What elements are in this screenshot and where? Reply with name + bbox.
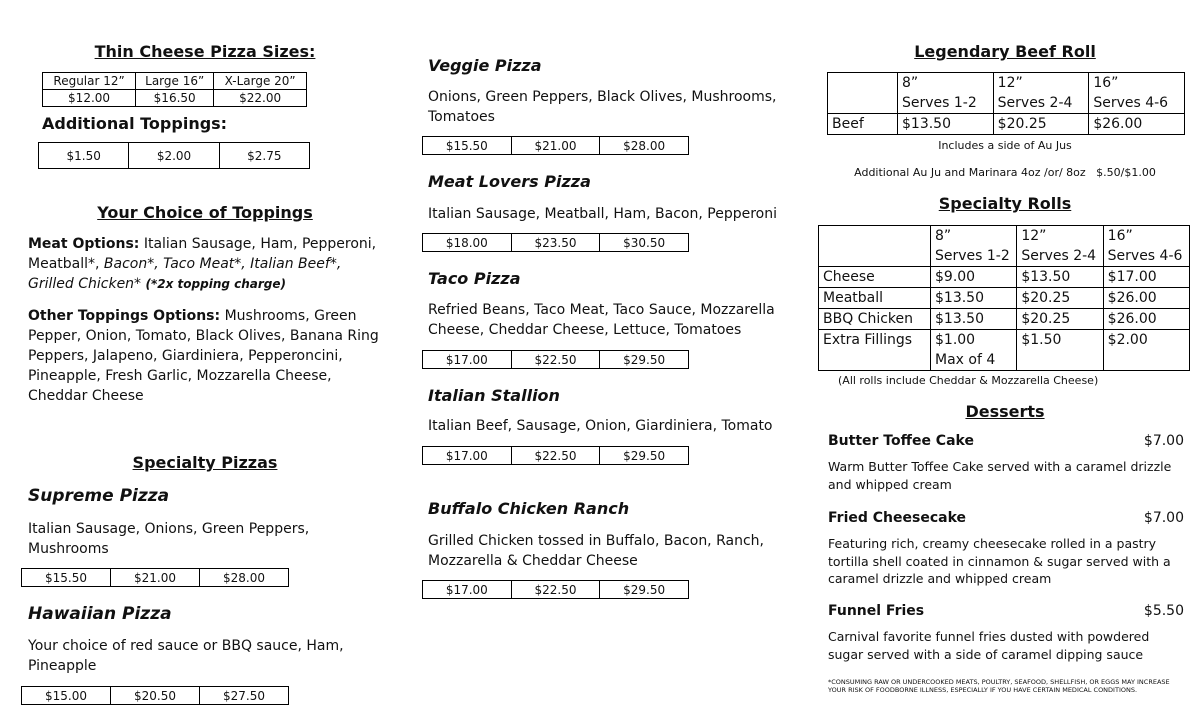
max-fillings-text: Max of 4 [935, 352, 996, 368]
size-text: 16” [1107, 228, 1133, 244]
price-cell: $23.50 [511, 234, 600, 252]
serves-text: Serves 2-4 [997, 95, 1073, 111]
price-cell: $13.50 [898, 114, 994, 135]
veggie-pizza-name: Veggie Pizza [428, 56, 542, 75]
rolls-empty-cell [819, 226, 931, 267]
price-cell: $20.50 [111, 687, 200, 705]
beef-size-cell [993, 73, 1089, 114]
thin-pizza-title: Thin Cheese Pizza Sizes: [94, 42, 316, 61]
price-cell: $13.50 [931, 288, 1017, 309]
price-cell: $30.50 [600, 234, 689, 252]
dessert-name: Fried Cheesecake [828, 510, 966, 526]
price-cell: $17.00 [1103, 267, 1189, 288]
meat-options-text: Italian Sausage, Ham, Pepperoni, [143, 236, 377, 252]
roll-name-cell: BBQ Chicken [819, 309, 931, 330]
additional-toppings-title: Additional Toppings: [42, 114, 228, 133]
price-cell: $20.25 [993, 114, 1089, 135]
thin-size-table [42, 72, 307, 107]
dessert-price: $5.50 [1143, 603, 1184, 619]
price-cell: $20.25 [1017, 288, 1103, 309]
size-cell: X-Large 20” [214, 73, 307, 90]
italian-stallion-name: Italian Stallion [428, 386, 560, 405]
beef-size-cell [1089, 73, 1185, 114]
rolls-size-cell [1017, 226, 1103, 267]
size-cell: Large 16” [136, 73, 214, 90]
price-cell: $22.00 [214, 90, 307, 107]
serves-text: Serves 4-6 [1107, 248, 1183, 264]
serves-text: Serves 1-2 [935, 248, 1010, 264]
dessert-desc: Warm Butter Toffee Cake served with a caramel drizzle and whipped cream [828, 459, 1172, 492]
table-row [819, 309, 1190, 330]
italian-stallion-price-table [422, 446, 689, 465]
other-options [28, 306, 388, 406]
other-options-text: Mushrooms, Green Pepper, Onion, Tomato, Black Olives, Banana Ring Peppers, Jalapeno, Giardiniera, Pepperoncini, Pineapple, Fresh Garlic, Mozzarella Cheese, Cheddar Cheese [28, 308, 379, 404]
dessert-desc: Carnival favorite funnel fries dusted with powdered sugar served with a side of caramel dipping sauce [828, 629, 1150, 662]
roll-name-cell: Cheese [819, 267, 931, 288]
roll-name-cell: Meatball [819, 288, 931, 309]
desserts-title: Desserts [965, 402, 1045, 421]
price-cell: $2.00 [1103, 330, 1189, 371]
price-cell: $12.00 [43, 90, 136, 107]
dessert-item [828, 510, 1184, 588]
size-text: 16” [1093, 75, 1119, 91]
price-cell: $20.25 [1017, 309, 1103, 330]
dessert-item [828, 433, 1184, 494]
dessert-price: $7.00 [1143, 433, 1184, 449]
health-disclaimer: *CONSUMING RAW OR UNDERCOOKED MEATS, POULTRY, SEAFOOD, SHELLFISH, OR EGGS MAY INCREASE YOUR RISK OF FOODBORNE ILLNESS, ESPECIALLY IF YOU HAVE CERTAIN MEDICAL CONDITIONS. [828, 678, 1170, 694]
dessert-desc: Featuring rich, creamy cheesecake rolled in a pastry tortilla shell coated in cinnamon & sugar served with a caramel drizzle and whipped cream [828, 536, 1171, 586]
price-cell: $26.00 [1103, 288, 1189, 309]
italian-stallion-desc: Italian Beef, Sausage, Onion, Giardiniera, Tomato [428, 418, 773, 434]
size-text: 8” [902, 75, 919, 91]
size-text: 8” [935, 228, 952, 244]
rolls-note: (All rolls include Cheddar & Mozzarella Cheese) [838, 374, 1099, 387]
price-cell: $26.00 [1103, 309, 1189, 330]
veggie-price-table [422, 136, 689, 155]
price-cell: $17.00 [423, 581, 512, 599]
hawaiian-pizza-desc: Your choice of red sauce or BBQ sauce, Ham, Pineapple [28, 638, 344, 674]
price-cell: $29.50 [600, 581, 689, 599]
price-cell: $15.50 [423, 137, 512, 155]
size-text: 12” [1021, 228, 1047, 244]
other-options-label: Other Toppings Options: [28, 308, 221, 324]
price-cell [931, 330, 1017, 371]
beef-size-cell [898, 73, 994, 114]
price-cell: $22.50 [511, 581, 600, 599]
dessert-item [828, 603, 1184, 664]
choice-toppings-title: Your Choice of Toppings [97, 203, 313, 222]
taco-pizza-desc: Refried Beans, Taco Meat, Taco Sauce, Mozzarella Cheese, Cheddar Cheese, Lettuce, Tomatoes [428, 302, 775, 338]
meat-options-label: Meat Options: [28, 236, 140, 252]
additional-price-table [38, 142, 310, 169]
beef-label-cell: Beef [828, 114, 898, 135]
price-cell: $22.50 [511, 447, 600, 465]
roll-name-cell: Extra Fillings [819, 330, 931, 371]
serves-text: Serves 2-4 [1021, 248, 1097, 264]
beef-empty-cell [828, 73, 898, 114]
rolls-size-cell [931, 226, 1017, 267]
meat-lovers-pizza-desc: Italian Sausage, Meatball, Ham, Bacon, Pepperoni [428, 206, 777, 222]
meat-options-italic2: Grilled Chicken* [28, 276, 142, 292]
price-cell: $15.00 [22, 687, 111, 705]
buffalo-price-table [422, 580, 689, 599]
price-cell: $29.50 [600, 447, 689, 465]
table-row [819, 330, 1190, 371]
taco-pizza-name: Taco Pizza [428, 269, 521, 288]
price-cell: $1.50 [1017, 330, 1103, 371]
meat-options-text2: Meatball*, [28, 256, 100, 272]
price-cell: $21.00 [511, 137, 600, 155]
dessert-name: Butter Toffee Cake [828, 433, 974, 449]
hawaiian-price-table [21, 686, 289, 705]
price-text: $1.00 [935, 332, 976, 348]
beef-roll-table [827, 72, 1185, 135]
price-cell: $16.50 [136, 90, 214, 107]
beef-roll-title: Legendary Beef Roll [914, 42, 1096, 61]
specialty-rolls-table [818, 225, 1190, 371]
meat-options [28, 234, 388, 294]
serves-text: Serves 4-6 [1093, 95, 1169, 111]
price-cell: $17.00 [423, 351, 512, 369]
price-cell: $27.50 [200, 687, 289, 705]
serves-text: Serves 1-2 [902, 95, 977, 111]
price-cell: $29.50 [600, 351, 689, 369]
price-cell: $21.00 [111, 569, 200, 587]
supreme-pizza-desc: Italian Sausage, Onions, Green Peppers, Mushrooms [28, 521, 310, 557]
topping-charge-note: (*2x topping charge) [145, 277, 287, 291]
dessert-price: $7.00 [1143, 510, 1184, 526]
price-cell: $17.00 [423, 447, 512, 465]
specialty-rolls-title: Specialty Rolls [938, 194, 1072, 213]
price-cell: $15.50 [22, 569, 111, 587]
meat-options-italic: Bacon*, Taco Meat*, Italian Beef*, [103, 256, 342, 272]
hawaiian-pizza-name: Hawaiian Pizza [28, 604, 172, 624]
taco-price-table [422, 350, 689, 369]
size-text: 12” [997, 75, 1023, 91]
price-cell: $28.00 [200, 569, 289, 587]
rolls-size-cell [1103, 226, 1189, 267]
dessert-name: Funnel Fries [828, 603, 925, 619]
table-row [819, 288, 1190, 309]
au-jus-extra: Additional Au Ju and Marinara 4oz /or/ 8oz $.50/$1.00 [854, 166, 1156, 179]
veggie-pizza-desc: Onions, Green Peppers, Black Olives, Mushrooms, Tomatoes [428, 89, 777, 125]
supreme-pizza-name: Supreme Pizza [28, 486, 170, 506]
size-cell: Regular 12” [43, 73, 136, 90]
buffalo-chicken-desc: Grilled Chicken tossed in Buffalo, Bacon, Ranch, Mozzarella & Cheddar Cheese [428, 533, 764, 569]
supreme-price-table [21, 568, 289, 587]
price-cell: $2.00 [129, 143, 219, 169]
meat-lovers-price-table [422, 233, 689, 252]
buffalo-chicken-name: Buffalo Chicken Ranch [428, 499, 630, 518]
meat-lovers-pizza-name: Meat Lovers Pizza [428, 172, 591, 191]
price-cell: $18.00 [423, 234, 512, 252]
price-cell: $13.50 [1017, 267, 1103, 288]
price-cell: $9.00 [931, 267, 1017, 288]
price-cell: $1.50 [39, 143, 129, 169]
price-cell: $28.00 [600, 137, 689, 155]
au-jus-note: Includes a side of Au Jus [938, 139, 1072, 152]
price-cell: $13.50 [931, 309, 1017, 330]
price-cell: $22.50 [511, 351, 600, 369]
price-cell: $26.00 [1089, 114, 1185, 135]
price-cell: $2.75 [219, 143, 309, 169]
specialty-pizzas-title: Specialty Pizzas [132, 453, 278, 472]
table-row [819, 267, 1190, 288]
